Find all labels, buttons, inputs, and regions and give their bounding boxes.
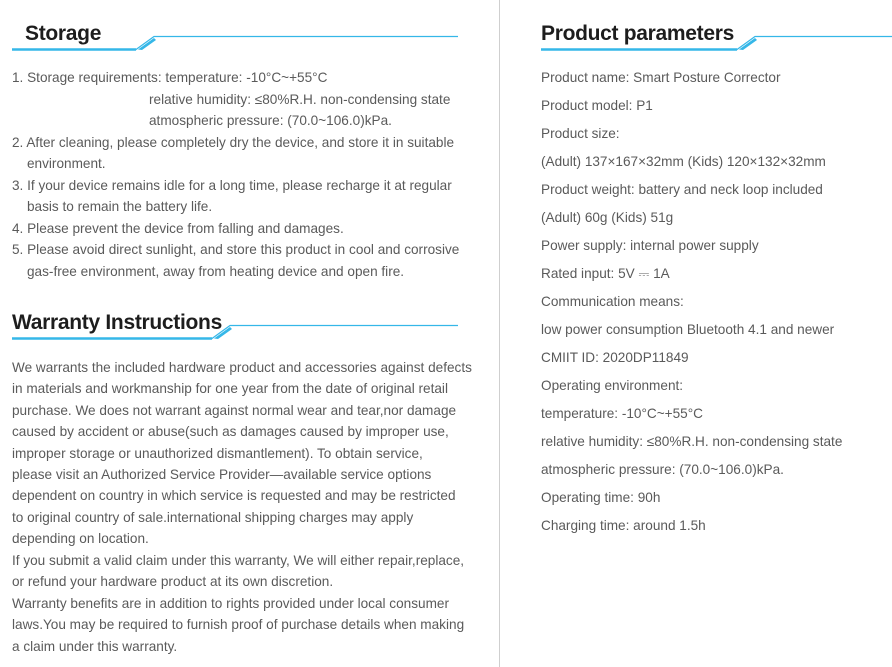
param-relative-humidity: relative humidity: ≤80%R.H. non-condensing state — [541, 434, 843, 449]
warranty-line: a claim under this warranty. — [12, 639, 178, 654]
storage-item-1-line-3: atmospheric pressure: (70.0~106.0)kPa. — [149, 113, 392, 128]
storage-item-4-line-1: 4. Please prevent the device from falling and damages. — [12, 221, 344, 236]
warranty-line: in materials and workmanship for one year from the date of original retail — [12, 381, 448, 396]
storage-item-3-line-1: 3. If your device remains idle for a long time, please recharge it at regular — [12, 178, 452, 193]
param-rated-input: Rated input: 5V ⎓ 1A — [541, 266, 670, 281]
warranty-line: dependent on country in which service is requested and may be restricted — [12, 488, 456, 503]
storage-item-1-line-2: relative humidity: ≤80%R.H. non-condensing state — [149, 92, 451, 107]
param-product-weight-value: (Adult) 60g (Kids) 51g — [541, 210, 674, 225]
param-product-size-label: Product size: — [541, 126, 620, 141]
warranty-line: depending on location. — [12, 531, 149, 546]
warranty-heading-rule — [12, 323, 458, 341]
param-atmospheric-pressure: atmospheric pressure: (70.0~106.0)kPa. — [541, 462, 784, 477]
param-product-weight-label: Product weight: battery and neck loop included — [541, 182, 823, 197]
warranty-line: If you submit a valid claim under this warranty, We will either repair,replace, — [12, 553, 465, 568]
param-product-size-value: (Adult) 137×167×32mm (Kids) 120×132×32mm — [541, 154, 826, 169]
warranty-line: improper storage or unauthorized dismantlement). To obtain service, — [12, 446, 423, 461]
parameters-heading-rule — [541, 34, 892, 52]
storage-item-2-line-1: 2. After cleaning, please completely dry the device, and store it in suitable — [12, 135, 455, 150]
warranty-line: Warranty benefits are in addition to rights provided under local consumer — [12, 596, 449, 611]
param-product-name: Product name: Smart Posture Corrector — [541, 70, 781, 85]
storage-item-5-line-2: gas-free environment, away from heating device and open fire. — [27, 264, 405, 279]
warranty-line: or refund your hardware product at its own discretion. — [12, 574, 334, 589]
param-temperature: temperature: -10°C~+55°C — [541, 406, 703, 421]
param-communication-label: Communication means: — [541, 294, 684, 309]
param-product-model: Product model: P1 — [541, 98, 653, 113]
param-cmiit-id: CMIIT ID: 2020DP11849 — [541, 350, 689, 365]
storage-item-5-line-1: 5. Please avoid direct sunlight, and store this product in cool and corrosive — [12, 242, 460, 257]
column-divider — [499, 0, 500, 667]
storage-item-1-line-1: 1. Storage requirements: temperature: -10°C~+55°C — [12, 70, 328, 85]
storage-heading-rule — [12, 34, 458, 52]
storage-heading: Storage — [25, 22, 102, 45]
param-operating-time: Operating time: 90h — [541, 490, 661, 505]
param-communication-value: low power consumption Bluetooth 4.1 and newer — [541, 322, 835, 337]
param-charging-time: Charging time: around 1.5h — [541, 518, 706, 533]
warranty-line: please visit an Authorized Service Provider—available service options — [12, 467, 432, 482]
warranty-line: to original country of sale.international shipping charges may apply — [12, 510, 414, 525]
warranty-line: We warrants the included hardware product and accessories against defects — [12, 360, 472, 375]
param-power-supply: Power supply: internal power supply — [541, 238, 759, 253]
warranty-heading: Warranty Instructions — [12, 311, 222, 334]
storage-item-3-line-2: basis to remain the battery life. — [27, 199, 213, 214]
warranty-line: caused by accident or abuse(such as damages caused by improper use, — [12, 424, 449, 439]
parameters-heading: Product parameters — [541, 22, 735, 45]
warranty-line: laws.You may be required to furnish proof of purchase details when making — [12, 617, 465, 632]
storage-item-2-line-2: environment. — [27, 156, 106, 171]
warranty-line: purchase. We does not warrant against normal wear and tear,nor damage — [12, 403, 457, 418]
param-operating-environment-label: Operating environment: — [541, 378, 684, 393]
